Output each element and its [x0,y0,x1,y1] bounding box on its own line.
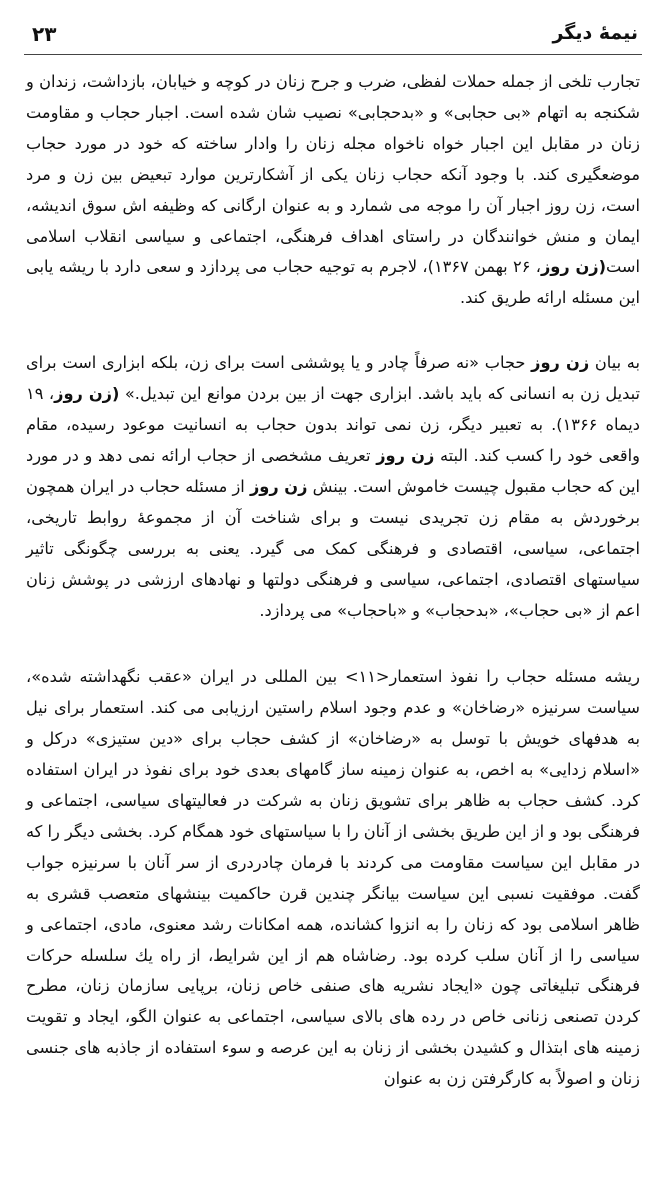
paragraph-gap [24,314,642,348]
paragraph-3 [24,662,642,1095]
paragraph-text: ، ۲۶ بهمن ۱۳۶۷)، لاجرم به توجیه حجاب می پردازد و سعی دارد با ریشه یابی این مسئله ارائه طریق کند. [26,257,640,308]
publication-name: زن روز [376,445,435,465]
paragraph-text: ریشه مسئله حجاب را نفوذ استعمار<۱۱> بین المللی در ایران «عقب نگهداشته شده»، سیاست سرنیزه «رضاخان» و عدم وجود اسلام راستین ارزیابی می کند. استعمار برای نیل به هدفهای خویش با توسل به «رضاخان» از کشف حجاب برای «دین ستیزی» درکل و «اسلام زدایی» به اخص، به عنوان زمینه ساز گامهای بعدی خود برای نفوذ در ایران استفاده کرد. کشف حجاب به ظاهر برای تشویق زنان به شرکت در فعالیتهای سیاسی، اجتماعی و فرهنگی بود و از این طریق بخشی از آنان را با سیاستهای خود همگام کرد. بخشی دیگر را که در مقابل این سیاست مقاومت می کردند با فرمان چادردری از سر آنان با سرنیزه جواب گفت. موفقیت نسبی این سیاست بیانگر چندین قرن حاکمیت بینشهای متعصب قشری به ظاهر اسلامی بود که زنان را به انزوا کشانده، همه امکانات رشد معنوی، مادی، اجتماعی و سیاسی را از آنان سلب کرده بود. رضاشاه هم از این شرایط، از راه یك سلسله حرکات فرهنگی تبلیغاتی چون «ایجاد نشریه های صنفی خاص زنان، برپایی سازمان زنان، مطرح کردن تصنعی زنانی خاص در رده های بالای سیاسی، اجتماعی به عنوان الگو، ایجاد و تقویت زمینه های ابتذال و کشیدن بخشی از زنان به این عرصه و سوء استفاده از جاذبه های جنسی زنان و اصولاً به کارگرفتن زن به عنوان [26,667,640,1089]
running-header [24,22,642,55]
paragraph-2 [24,348,642,626]
paragraph-text: تعریف مشخصی از حجاب ارائه نمی دهد و در مورد این که حجاب مقبول چیست خاموش است. بینش [26,445,640,496]
running-title: نیمهٔ دیگر [552,22,638,44]
paragraph-gap [24,626,642,662]
publication-name: زن روز [249,476,308,496]
publication-name: زن روز [531,353,590,373]
page-number: ۲۳ [32,22,57,46]
paragraph-text: ، ۱۹ دیماه ۱۳۶۶). به تعبیر دیگر، زن نمی تواند بدون حجاب به انسانیت موعود رسیده، مقام واقعی خود را کسب کند. البته [26,384,640,465]
paragraph-text: به بیان [589,353,640,373]
publication-name: (زن روز [540,257,607,277]
paragraph-text: تجارب تلخی از جمله حملات لفظی، ضرب و جرح زنان در کوچه و خیابان، بازداشت، زندان و شکنجه به اتهام «بی حجابی» و «بدحجابی» نصیب شان شده است. اجبار حجاب و مقاومت زنان در مقابل این اجبار خواه ناخواه مجله زنان را وادار ساخته که خود در مورد حجاب موضعگیری کند. با وجود آنکه حجاب زنان یکی از آشکارترین موارد تبعیض بین زن و مرد است، زن روز اجبار آن را موجه می شمارد و به عنوان ارگانی که وظیفه اش سوق اندیشه، ایمان و منش خوانندگان در راستای اهداف فرهنگی، اجتماعی و سیاسی انقلاب اسلامی است [26,72,640,277]
paragraph-text: از مسئله حجاب در ایران همچون برخوردش به مقام زن تجریدی نیست و برای شناخت آن از مجموعهٔ روابط تاریخی، اجتماعی، سیاسی، اقتصادی و فرهنگی کمک می گیرد. یعنی به بررسی چگونگی تاثیر سیاستهای اقتصادی، اجتماعی، سیاسی و فرهنگی دولتها و نهادهای ارزشی در پوشش زنان اعم از «بی حجاب»، «بدحجاب» و «باحجاب» می پردازد. [26,476,640,620]
publication-name: (زن روز [54,384,120,404]
paragraph-1 [24,67,642,314]
paragraph-text: حجاب «نه صرفاً چادر و یا پوششی است برای زن، بلکه ابزاری است برای تبدیل زن به انسانی که باید باشد. ابزاری جهت از بین بردن موانع این تبدیل.» [26,353,641,404]
